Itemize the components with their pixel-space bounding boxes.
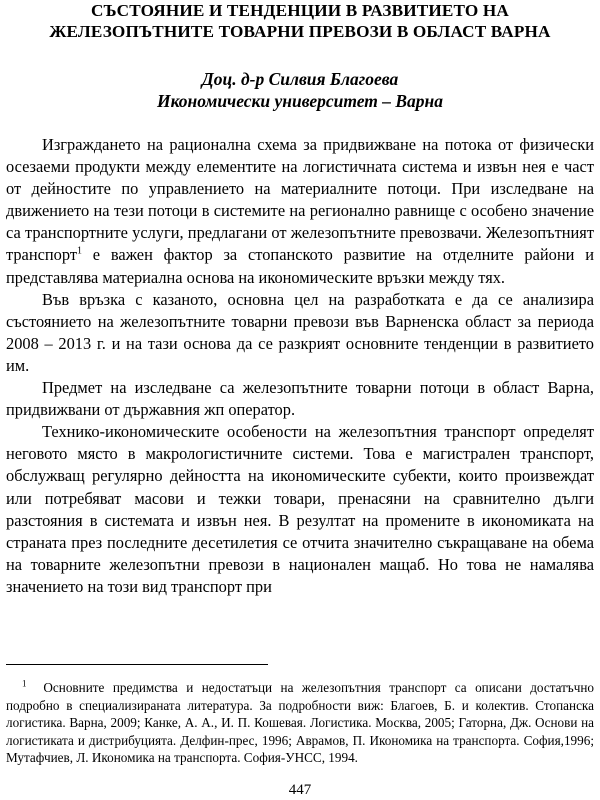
footnote-text: Основните предимства и недостатъци на железопътния транспорт са описани достатъчно подробно в специализираната литература. За подробности виж: Благоев, Б. и колектив. Стопанска логистика. Варна, 2009; Канке, А. А., И. П. Кошевая. Логистика. Москва, 2005; Гаторна, Дж. Основи на логистиката и дистрибуцията. Делфин-прес, 1996; Аврамов, П. Икономика на транспорта. София,1996; Мутафчиев, Л. Икономика на транспорта. София-УНСС, 1994. bbox=[6, 680, 595, 766]
article-body bbox=[6, 134, 594, 598]
paragraph-1-text-b: е важен фактор за стопанското развитие на отделните райони и представлява материална основа на икономическите връзки между тях. bbox=[6, 245, 594, 287]
paragraph-3: Предмет на изследване са железопътните товарни потоци в област Варна, придвижвани от държавния жп оператор. bbox=[6, 378, 594, 420]
author-name: Доц. д-р Силвия Благоева bbox=[201, 69, 399, 89]
footnote-separator bbox=[6, 664, 268, 665]
paragraph-1 bbox=[6, 134, 594, 289]
article-title-line-2: ЖЕЛЕЗОПЪТНИТЕ ТОВАРНИ ПРЕВОЗИ В ОБЛАСТ ВАРНА bbox=[49, 22, 551, 41]
footnote-paragraph bbox=[6, 679, 594, 767]
author-affiliation: Икономически университет – Варна bbox=[156, 91, 444, 111]
paragraph-4: Технико-икономическите особености на железопътния транспорт определят неговото място в макрологистичните системи. Това е магистрален транспорт, обслужващ регулярно дейността на икономическите субекти, които произвеждат или потребяват масови и тежки товари, пренасяни на сравнително дълги разстояния в системата и извън нея. В резултат на промените в икономиката на страната през последните десетилетия се отчита значително съкращаване на обема на товарните железопътни превози в национален мащаб. Но това не намалява значението на този вид транспорт при bbox=[6, 422, 594, 596]
footnote-reference[interactable]: 1 bbox=[77, 246, 82, 257]
page-number: 447 bbox=[288, 782, 312, 798]
footnote-marker: 1 bbox=[22, 678, 27, 689]
paragraph-2: Във връзка с казаното, основна цел на разработката е да се анализира състоянието на железопътните товарни превози във Варненска област за периода 2008 – 2013 г. и на тази основа да се разкрият основните тенденции в развитието им. bbox=[6, 289, 594, 375]
author-block bbox=[6, 68, 594, 112]
article-title-line-1: СЪСТОЯНИЕ И ТЕНДЕНЦИИ В РАЗВИТИЕТО НА bbox=[91, 1, 509, 20]
article-title bbox=[6, 0, 594, 42]
paragraph-1-text-a: Изграждането на рационална схема за придвижване на потока от физически осезаеми продукти между елементите на логистичната система и извън нея е част от дейностите по управлението на материалните потоци. При изследване на движението на тези потоци в системите на регионално равнище с особено значение са транспортните услуги, предлагани от железопътните превозвачи. Железопътният транспорт bbox=[6, 135, 594, 265]
footnote bbox=[6, 679, 594, 767]
